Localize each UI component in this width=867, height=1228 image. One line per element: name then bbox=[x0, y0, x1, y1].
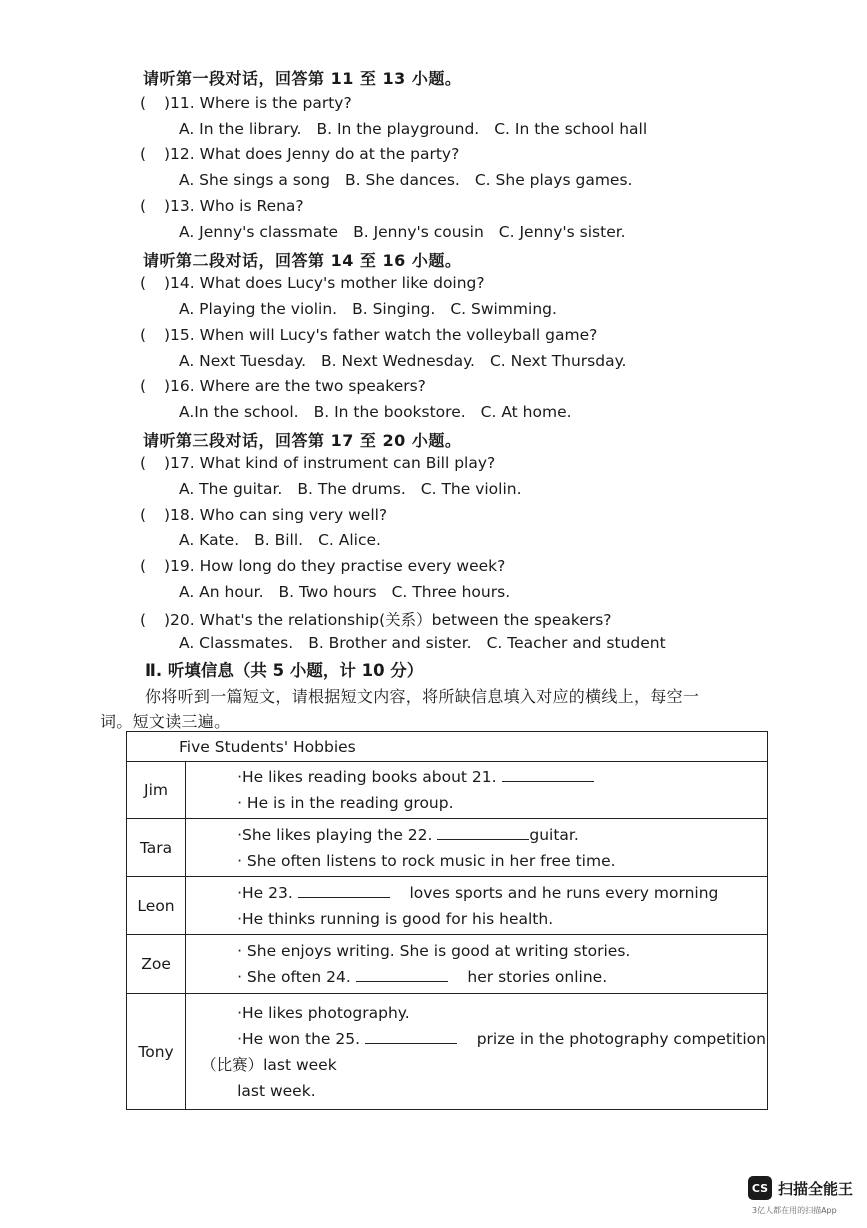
question-15 bbox=[140, 326, 597, 344]
question-text: )17. What kind of instrument can Bill play? bbox=[164, 454, 496, 472]
part-2-instructions-line-2: 词。短文读三遍。 bbox=[100, 712, 231, 731]
option-b[interactable]: B. She dances. bbox=[345, 171, 460, 189]
answer-paren[interactable]: ( bbox=[140, 145, 147, 163]
section-3-heading: 请听第三段对话，回答第 17 至 20 小题。 bbox=[143, 431, 462, 450]
info-line: · He is in the reading group. bbox=[237, 794, 454, 812]
option-c[interactable]: C. Swimming. bbox=[450, 300, 557, 318]
answer-paren[interactable]: ( bbox=[140, 326, 147, 344]
options-13 bbox=[179, 223, 641, 241]
answer-blank-21[interactable] bbox=[502, 767, 594, 782]
info-line: （比赛）last week bbox=[201, 1055, 337, 1074]
option-b[interactable]: B. In the playground. bbox=[316, 120, 480, 138]
answer-paren[interactable]: ( bbox=[140, 197, 147, 215]
answer-paren[interactable]: ( bbox=[140, 611, 147, 629]
hobbies-table bbox=[126, 731, 768, 1110]
student-name: Leon bbox=[127, 877, 186, 935]
options-11 bbox=[179, 120, 662, 138]
question-text: )14. What does Lucy's mother like doing? bbox=[164, 274, 485, 292]
section-1-heading: 请听第一段对话，回答第 11 至 13 小题。 bbox=[143, 69, 462, 88]
answer-paren[interactable]: ( bbox=[140, 94, 147, 112]
options-12 bbox=[179, 171, 647, 189]
info-line: ·He likes reading books about 21. bbox=[237, 768, 497, 786]
info-cell bbox=[186, 819, 768, 877]
table-title: Five Students' Hobbies bbox=[127, 732, 768, 762]
question-14 bbox=[140, 274, 485, 292]
option-c[interactable]: C. Jenny's sister. bbox=[498, 223, 626, 241]
question-text: )18. Who can sing very well? bbox=[164, 506, 388, 524]
option-c[interactable]: C. The violin. bbox=[420, 480, 522, 498]
info-line-tail: her stories online. bbox=[467, 968, 608, 986]
answer-blank-22[interactable] bbox=[437, 825, 529, 840]
option-a[interactable]: A. She sings a song bbox=[179, 171, 331, 189]
camscanner-logo-icon: CS bbox=[748, 1176, 772, 1200]
option-a[interactable]: A. An hour. bbox=[179, 583, 264, 601]
option-b[interactable]: B. Jenny's cousin bbox=[353, 223, 484, 241]
section-2-heading: 请听第二段对话，回答第 14 至 16 小题。 bbox=[143, 251, 462, 270]
table-row-tara bbox=[127, 819, 768, 877]
info-line: ·He thinks running is good for his health. bbox=[237, 909, 554, 928]
option-b[interactable]: B. The drums. bbox=[297, 480, 406, 498]
watermark-tagline: 3亿人都在用的扫描App bbox=[752, 1206, 837, 1215]
table-row-jim bbox=[127, 762, 768, 819]
option-b[interactable]: B. Singing. bbox=[352, 300, 436, 318]
scanner-watermark bbox=[748, 1176, 853, 1200]
student-name: Tara bbox=[127, 819, 186, 877]
info-line: · She often 24. bbox=[237, 968, 351, 986]
option-a[interactable]: A. Playing the violin. bbox=[179, 300, 338, 318]
question-13 bbox=[140, 197, 304, 215]
student-name: Jim bbox=[127, 762, 186, 819]
option-c[interactable]: C. Next Thursday. bbox=[489, 352, 627, 370]
options-17 bbox=[179, 480, 537, 498]
student-name: Zoe bbox=[127, 935, 186, 994]
answer-paren[interactable]: ( bbox=[140, 557, 147, 575]
options-15 bbox=[179, 352, 642, 370]
option-a[interactable]: A. Jenny's classmate bbox=[179, 223, 339, 241]
option-c[interactable]: C. Three hours. bbox=[391, 583, 511, 601]
info-cell bbox=[186, 762, 768, 819]
question-16 bbox=[140, 377, 426, 395]
info-line: ·She likes playing the 22. bbox=[237, 825, 433, 844]
answer-paren[interactable]: ( bbox=[140, 377, 147, 395]
option-c[interactable]: C. At home. bbox=[480, 403, 572, 421]
question-18 bbox=[140, 506, 387, 524]
options-18 bbox=[179, 531, 396, 549]
option-c[interactable]: C. Alice. bbox=[318, 531, 381, 549]
option-b[interactable]: B. In the bookstore. bbox=[313, 403, 466, 421]
option-a[interactable]: A. Classmates. bbox=[179, 634, 294, 652]
info-line-tail: guitar. bbox=[529, 825, 579, 844]
options-19 bbox=[179, 583, 525, 601]
option-a[interactable]: A.In the school. bbox=[179, 403, 299, 421]
question-text: )13. Who is Rena? bbox=[164, 197, 304, 215]
question-text: )16. Where are the two speakers? bbox=[164, 377, 426, 395]
info-line: · She often listens to rock music in her free time. bbox=[237, 851, 616, 870]
watermark-name: 扫描全能王 bbox=[778, 1179, 854, 1198]
answer-blank-24[interactable] bbox=[356, 967, 448, 982]
question-text: )15. When will Lucy's father watch the volleyball game? bbox=[164, 326, 598, 344]
option-a[interactable]: A. Kate. bbox=[179, 531, 240, 549]
question-19 bbox=[140, 557, 505, 575]
answer-paren[interactable]: ( bbox=[140, 454, 147, 472]
info-line: ·He won the 25. bbox=[237, 1029, 361, 1048]
option-b[interactable]: B. Bill. bbox=[254, 531, 304, 549]
info-line-tail: loves sports and he runs every morning bbox=[409, 883, 719, 902]
option-b[interactable]: B. Brother and sister. bbox=[308, 634, 472, 652]
info-line: last week. bbox=[237, 1081, 316, 1100]
answer-blank-23[interactable] bbox=[298, 883, 390, 898]
option-b[interactable]: B. Next Wednesday. bbox=[321, 352, 475, 370]
options-14 bbox=[179, 300, 572, 318]
options-20 bbox=[179, 634, 681, 652]
option-a[interactable]: A. In the library. bbox=[179, 120, 302, 138]
question-text: )12. What does Jenny do at the party? bbox=[164, 145, 460, 163]
table-row-zoe bbox=[127, 935, 768, 994]
info-line: · She enjoys writing. She is good at writing stories. bbox=[237, 942, 631, 960]
info-line: ·He 23. bbox=[237, 883, 293, 902]
option-c[interactable]: C. In the school hall bbox=[494, 120, 648, 138]
question-12 bbox=[140, 145, 459, 163]
option-a[interactable]: A. Next Tuesday. bbox=[179, 352, 306, 370]
part-2-title: Ⅱ. 听填信息（共 5 小题，计 10 分） bbox=[145, 661, 424, 680]
option-a[interactable]: A. The guitar. bbox=[179, 480, 283, 498]
answer-paren[interactable]: ( bbox=[140, 506, 147, 524]
student-name: Tony bbox=[127, 994, 186, 1110]
options-16 bbox=[179, 403, 587, 421]
table-row-leon bbox=[127, 877, 768, 935]
question-text: )20. What's the relationship(关系）between the speakers? bbox=[164, 611, 612, 629]
option-c[interactable]: C. Teacher and student bbox=[486, 634, 666, 652]
answer-paren[interactable]: ( bbox=[140, 274, 147, 292]
info-cell bbox=[186, 994, 768, 1110]
info-line: ·He likes photography. bbox=[237, 1003, 410, 1022]
question-17 bbox=[140, 454, 495, 472]
answer-blank-25[interactable] bbox=[365, 1029, 457, 1044]
info-cell bbox=[186, 877, 768, 935]
question-20 bbox=[140, 608, 612, 630]
question-text: )19. How long do they practise every week? bbox=[164, 557, 506, 575]
question-11 bbox=[140, 94, 352, 112]
question-text: )11. Where is the party? bbox=[164, 94, 352, 112]
part-2-instructions-line-1: 你将听到一篇短文，请根据短文内容，将所缺信息填入对应的横线上，每空一 bbox=[145, 687, 700, 706]
option-c[interactable]: C. She plays games. bbox=[474, 171, 633, 189]
option-b[interactable]: B. Two hours bbox=[278, 583, 377, 601]
info-cell bbox=[186, 935, 768, 994]
info-line-tail: prize in the photography competition bbox=[476, 1029, 766, 1048]
table-row-tony bbox=[127, 994, 768, 1110]
